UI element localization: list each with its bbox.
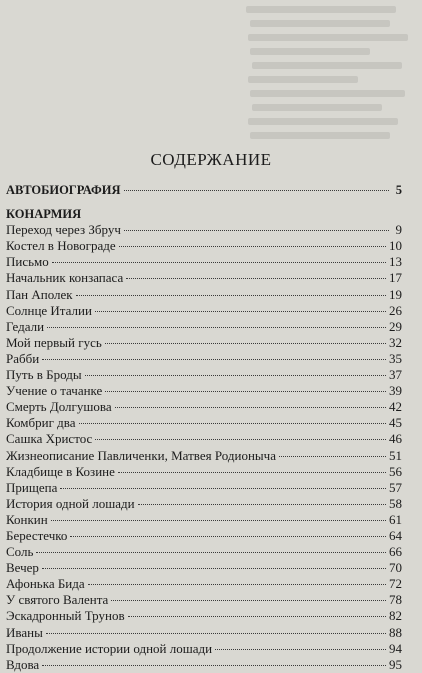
toc-entry[interactable]	[6, 496, 402, 512]
toc-entry[interactable]	[6, 238, 402, 254]
toc-entry-page: 5	[395, 183, 402, 197]
toc-entry[interactable]	[6, 431, 402, 447]
dot-leader	[118, 472, 386, 473]
toc-entry-page: 39	[389, 383, 402, 399]
toc-entry-label: Афонька Бида	[6, 576, 85, 592]
toc-entry-page: 51	[389, 447, 402, 463]
show-through-text	[0, 0, 422, 150]
toc-entry-label: Соль	[6, 544, 34, 560]
toc-entry-label: Конкин	[6, 511, 48, 527]
toc-entry-label: Рабби	[6, 350, 40, 366]
dot-leader	[42, 665, 386, 666]
toc-entry-page: 10	[389, 238, 402, 254]
dot-leader	[138, 504, 386, 505]
toc-entry[interactable]	[6, 254, 402, 270]
toc-entry-page: 35	[389, 350, 402, 366]
dot-leader	[105, 391, 386, 392]
toc-entry[interactable]	[6, 576, 402, 592]
toc-entry-page: 46	[389, 431, 402, 447]
toc-entry-label: Иваны	[6, 624, 43, 640]
toc-entry[interactable]	[6, 480, 402, 496]
toc-entry[interactable]	[6, 270, 402, 286]
dot-leader	[215, 649, 386, 650]
dot-leader	[119, 246, 386, 247]
toc-entry[interactable]	[6, 287, 402, 303]
toc-entry-page: 78	[389, 592, 402, 608]
dot-leader	[88, 584, 386, 585]
toc-entry-label: Смерть Долгушова	[6, 399, 112, 415]
toc-entry-page: 13	[389, 254, 402, 270]
toc-entry-label: Гедали	[6, 318, 45, 334]
toc-entry[interactable]	[6, 512, 402, 528]
toc-entry[interactable]	[6, 448, 402, 464]
toc-entry-label: Начальник конзапаса	[6, 270, 124, 286]
toc-entry[interactable]	[6, 303, 402, 319]
toc-entry-page: 9	[395, 222, 402, 238]
toc-entry-page: 57	[389, 479, 402, 495]
toc-entry[interactable]	[6, 415, 402, 431]
toc-entry-page: 45	[389, 415, 402, 431]
toc-entry[interactable]	[6, 383, 402, 399]
dot-leader	[36, 552, 386, 553]
toc-entry[interactable]	[6, 608, 402, 624]
toc-entry[interactable]	[6, 464, 402, 480]
toc-entry-page: 32	[389, 334, 402, 350]
toc-entry-label: Продолжение истории одной лошади	[6, 640, 213, 656]
toc-entry[interactable]	[6, 222, 402, 238]
toc-entry[interactable]	[6, 625, 402, 641]
toc-entry[interactable]	[6, 544, 402, 560]
toc-entry-label: АВТОБИОГРАФИЯ	[6, 183, 121, 197]
dot-leader	[126, 278, 386, 279]
toc-entry-label: Мой первый гусь	[6, 334, 102, 350]
dot-leader	[128, 616, 386, 617]
dot-leader	[85, 375, 386, 376]
toc-entry-autobiography[interactable]	[6, 182, 402, 198]
dot-leader	[279, 456, 386, 457]
toc-entry-label: Сашка Христос	[6, 431, 93, 447]
dot-leader	[60, 488, 386, 489]
toc-entry[interactable]	[6, 399, 402, 415]
toc-entry-label: Эскадронный Трунов	[6, 608, 125, 624]
toc-entry-label: Вечер	[6, 560, 39, 576]
dot-leader	[70, 536, 386, 537]
dot-leader	[47, 327, 386, 328]
toc-entry-page: 56	[389, 463, 402, 479]
toc-entry-label: Путь в Броды	[6, 367, 82, 383]
dot-leader	[42, 568, 386, 569]
dot-leader	[79, 423, 386, 424]
toc-entry-page: 94	[389, 640, 402, 656]
dot-leader	[46, 633, 386, 634]
toc-entry-list	[6, 222, 402, 673]
toc-entry-page: 95	[389, 656, 402, 672]
toc-entry-page: 42	[389, 399, 402, 415]
toc-entry-label: Комбриг два	[6, 415, 76, 431]
toc-entry[interactable]	[6, 335, 402, 351]
toc-entry-page: 70	[389, 560, 402, 576]
toc-entry-label: Солнце Италии	[6, 302, 92, 318]
toc-entry-label: Учение о тачанке	[6, 383, 103, 399]
toc-entry[interactable]	[6, 560, 402, 576]
toc-entry[interactable]	[6, 367, 402, 383]
toc-entry-page: 26	[389, 302, 402, 318]
toc-entry-label: Пан Аполек	[6, 286, 73, 302]
toc-entry-page: 58	[389, 495, 402, 511]
toc-entry-label: Костел в Новограде	[6, 238, 116, 254]
dot-leader	[95, 311, 386, 312]
dot-leader	[52, 262, 386, 263]
toc-entry[interactable]	[6, 592, 402, 608]
dot-leader	[105, 343, 386, 344]
toc-entry-page: 88	[389, 624, 402, 640]
dot-leader	[115, 407, 386, 408]
section-heading: КОНАРМИЯ	[6, 207, 82, 222]
dot-leader	[124, 230, 389, 231]
toc-entry[interactable]	[6, 528, 402, 544]
toc-entry-label: Переход через Збруч	[6, 222, 121, 238]
dot-leader	[95, 439, 386, 440]
toc-entry-label: Жизнеописание Павличенки, Матвея Родионыча	[6, 447, 276, 463]
toc-entry-label: История одной лошади	[6, 495, 135, 511]
toc-entry-label: Кладбище в Козине	[6, 463, 115, 479]
dot-leader	[76, 295, 386, 296]
page-title: СОДЕРЖАНИЕ	[150, 150, 272, 169]
dot-leader	[124, 190, 389, 191]
toc-entry[interactable]	[6, 657, 402, 673]
toc-entry-page: 61	[389, 511, 402, 527]
toc-entry-page: 17	[389, 270, 402, 286]
toc-entry-label: Вдова	[6, 656, 40, 672]
toc-entry-page: 82	[389, 608, 402, 624]
toc-entry-page: 64	[389, 527, 402, 543]
toc-entry-page: 72	[389, 576, 402, 592]
toc-entry-label: Прищепа	[6, 479, 58, 495]
toc-entry[interactable]	[6, 641, 402, 657]
toc-entry-label: Письмо	[6, 254, 49, 270]
dot-leader	[42, 359, 386, 360]
table-of-contents	[6, 182, 402, 673]
toc-entry-label: У святого Валента	[6, 592, 109, 608]
toc-entry-page: 37	[389, 367, 402, 383]
toc-entry-page: 29	[389, 318, 402, 334]
dot-leader	[51, 520, 386, 521]
toc-entry-page: 66	[389, 544, 402, 560]
toc-entry-page: 19	[389, 286, 402, 302]
toc-entry-label: Берестечко	[6, 527, 68, 543]
toc-entry[interactable]	[6, 351, 402, 367]
toc-entry[interactable]	[6, 319, 402, 335]
dot-leader	[111, 600, 386, 601]
